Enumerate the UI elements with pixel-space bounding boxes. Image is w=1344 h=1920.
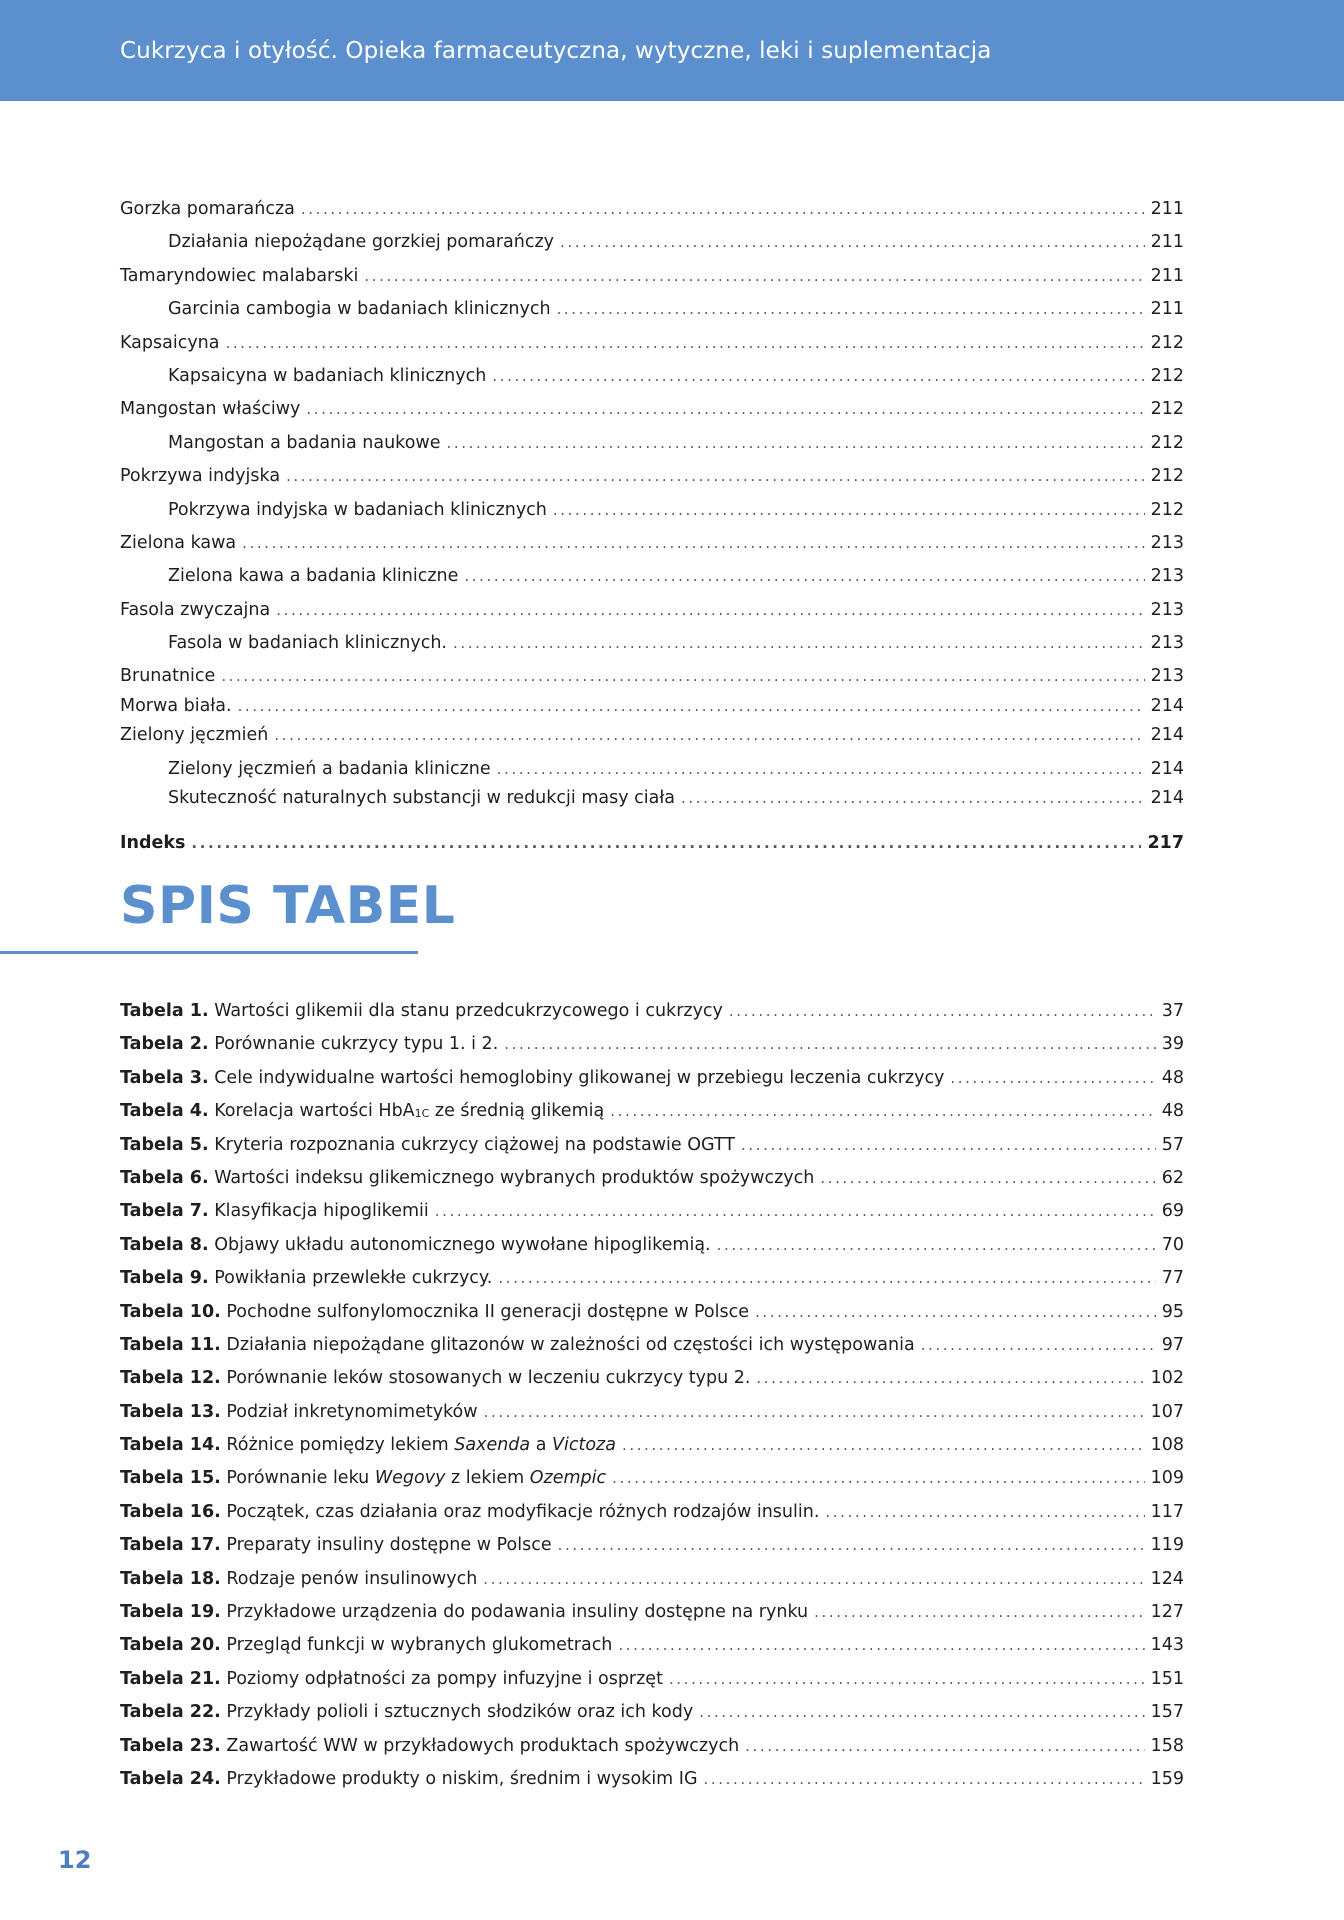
page-number: 12 <box>58 1846 92 1874</box>
toc-entry[interactable]: Gorzka pomarańcza ..... 211 <box>120 199 1184 232</box>
toc-subentry[interactable]: Mangostan a badania naukowe ..... 212 <box>120 433 1184 466</box>
leader-dots <box>498 1269 1155 1287</box>
leader-dots <box>745 1737 1144 1755</box>
leader-dots <box>553 501 1145 519</box>
leader-dots <box>610 1102 1156 1120</box>
table-entry[interactable]: Tabela 9. Powikłania przewlekłe cukrzycy. ..... 77 <box>120 1268 1184 1301</box>
toc-subentry[interactable]: Fasola w badaniach klinicznych. ..... 213 <box>120 633 1184 666</box>
leader-dots <box>221 667 1144 685</box>
leader-dots <box>286 467 1145 485</box>
leader-dots <box>306 400 1144 418</box>
table-entry[interactable]: Tabela 1. Wartości glikemii dla stanu przedcukrzycowego i cukrzycy ..... 37 <box>120 1001 1184 1034</box>
leader-dots <box>242 534 1144 552</box>
toc-entry-index[interactable]: Indeks ..... 217 <box>120 833 1184 866</box>
toc-subentry[interactable]: Zielona kawa a badania kliniczne ..... 213 <box>120 566 1184 599</box>
leader-dots <box>741 1136 1156 1154</box>
table-entry[interactable]: Tabela 15. Porównanie leku Wegovy z lekiem Ozempic ..... 109 <box>120 1468 1184 1501</box>
leader-dots <box>364 267 1144 285</box>
leader-dots <box>755 1303 1156 1321</box>
toc-entry[interactable]: Brunatnice ..... 213 <box>120 666 1184 696</box>
table-entry[interactable]: Tabela 7. Klasyfikacja hipoglikemii ..... 69 <box>120 1201 1184 1234</box>
leader-dots <box>276 601 1144 619</box>
table-entry[interactable]: Tabela 10. Pochodne sulfonylomocznika II generacji dostępne w Polsce ..... 95 <box>120 1302 1184 1335</box>
leader-dots <box>729 1002 1156 1020</box>
table-entry[interactable]: Tabela 23. Zawartość WW w przykładowych produktach spożywczych ..... 158 <box>120 1736 1184 1769</box>
table-entry[interactable]: Tabela 4. Korelacja wartości HbA1C ze średnią glikemią ..... 48 <box>120 1101 1184 1134</box>
running-header-band <box>0 0 1344 101</box>
running-header-title: Cukrzyca i otyłość. Opieka farmaceutyczna, wytyczne, leki i suplementacja <box>120 38 992 64</box>
table-entry[interactable]: Tabela 12. Porównanie leków stosowanych w leczeniu cukrzycy typu 2. ..... 102 <box>120 1368 1184 1401</box>
table-entry[interactable]: Tabela 20. Przegląd funkcji w wybranych glukometrach ..... 143 <box>120 1635 1184 1668</box>
table-entry[interactable]: Tabela 16. Początek, czas działania oraz modyfikacje różnych rodzajów insulin. ..... 117 <box>120 1502 1184 1535</box>
leader-dots <box>681 789 1145 807</box>
leader-dots <box>435 1202 1156 1220</box>
leader-dots <box>558 1536 1145 1554</box>
leader-dots <box>453 634 1145 652</box>
section-underline <box>0 951 418 954</box>
table-entry[interactable]: Tabela 2. Porównanie cukrzycy typu 1. i 2. ..... 39 <box>120 1034 1184 1067</box>
toc-subentry[interactable]: Zielony jęczmień a badania kliniczne ..... 214 <box>120 759 1184 789</box>
table-entry[interactable]: Tabela 6. Wartości indeksu glikemicznego wybranych produktów spożywczych ..... 62 <box>120 1168 1184 1201</box>
leader-dots <box>557 300 1145 318</box>
table-entry[interactable]: Tabela 3. Cele indywidualne wartości hemoglobiny glikowanej w przebiegu leczenia cukrzycy ..... 48 <box>120 1068 1184 1101</box>
table-entry[interactable]: Tabela 8. Objawy układu autonomicznego wywołane hipoglikemią. ..... 70 <box>120 1235 1184 1268</box>
leader-dots <box>274 726 1144 744</box>
leader-dots <box>814 1603 1144 1621</box>
leader-dots <box>950 1069 1155 1087</box>
leader-dots <box>618 1636 1144 1654</box>
toc-subentry[interactable]: Pokrzywa indyjska w badaniach klinicznych ..... 212 <box>120 500 1184 533</box>
leader-dots <box>483 1570 1144 1588</box>
table-entry[interactable]: Tabela 24. Przykładowe produkty o niskim, średnim i wysokim IG ..... 159 <box>120 1769 1184 1802</box>
leader-dots <box>717 1236 1156 1254</box>
leader-dots <box>669 1670 1145 1688</box>
table-entry[interactable]: Tabela 18. Rodzaje penów insulinowych ..... 124 <box>120 1569 1184 1602</box>
toc-subentry[interactable]: Skuteczność naturalnych substancji w redukcji masy ciała ..... 214 <box>120 788 1184 821</box>
leader-dots <box>446 434 1144 452</box>
table-entry[interactable]: Tabela 14. Różnice pomiędzy lekiem Saxenda a Victoza ..... 108 <box>120 1435 1184 1468</box>
leader-dots <box>226 334 1145 352</box>
leader-dots <box>825 1503 1144 1521</box>
leader-dots <box>464 567 1144 585</box>
leader-dots <box>704 1770 1145 1788</box>
leader-dots <box>756 1369 1144 1387</box>
toc-subentry[interactable]: Kapsaicyna w badaniach klinicznych ..... 212 <box>120 366 1184 399</box>
toc-entry[interactable]: Mangostan właściwy ..... 212 <box>120 399 1184 432</box>
leader-dots <box>301 200 1145 218</box>
leader-dots <box>820 1169 1155 1187</box>
leader-dots <box>191 834 1141 852</box>
toc-entry[interactable]: Zielony jęczmień ..... 214 <box>120 725 1184 758</box>
leader-dots <box>921 1336 1156 1354</box>
list-of-tables <box>120 1001 1184 1802</box>
leader-dots <box>238 697 1145 715</box>
table-entry[interactable]: Tabela 21. Poziomy odpłatności za pompy infuzyjne i osprzęt ..... 151 <box>120 1669 1184 1702</box>
toc-entry[interactable]: Morwa biała. ..... 214 <box>120 696 1184 726</box>
table-entry[interactable]: Tabela 22. Przykłady polioli i sztucznych słodzików oraz ich kody ..... 157 <box>120 1702 1184 1735</box>
leader-dots <box>484 1403 1145 1421</box>
leader-dots <box>504 1035 1155 1053</box>
toc-entry[interactable]: Zielona kawa ..... 213 <box>120 533 1184 566</box>
leader-dots <box>560 233 1145 251</box>
table-entry[interactable]: Tabela 5. Kryteria rozpoznania cukrzycy ciążowej na podstawie OGTT ..... 57 <box>120 1135 1184 1168</box>
section-heading: SPIS TABEL <box>120 876 456 936</box>
table-entry[interactable]: Tabela 17. Preparaty insuliny dostępne w Polsce ..... 119 <box>120 1535 1184 1568</box>
leader-dots <box>612 1469 1144 1487</box>
leader-dots <box>622 1436 1145 1454</box>
table-entry[interactable]: Tabela 11. Działania niepożądane glitazonów w zależności od częstości ich występowania ..... 97 <box>120 1335 1184 1368</box>
leader-dots <box>497 760 1145 778</box>
table-entry[interactable]: Tabela 13. Podział inkretynomimetyków ..... 107 <box>120 1402 1184 1435</box>
toc-entry[interactable]: Tamaryndowiec malabarski ..... 211 <box>120 266 1184 299</box>
toc-subentry[interactable]: Garcinia cambogia w badaniach klinicznych ..... 211 <box>120 299 1184 332</box>
toc-entry[interactable]: Fasola zwyczajna ..... 213 <box>120 600 1184 633</box>
table-of-contents <box>120 199 1184 822</box>
leader-dots <box>492 367 1144 385</box>
toc-entry[interactable]: Kapsaicyna ..... 212 <box>120 333 1184 366</box>
leader-dots <box>699 1703 1144 1721</box>
toc-subentry[interactable]: Działania niepożądane gorzkiej pomarańczy ..... 211 <box>120 232 1184 265</box>
toc-entry[interactable]: Pokrzywa indyjska ..... 212 <box>120 466 1184 499</box>
table-entry[interactable]: Tabela 19. Przykładowe urządzenia do podawania insuliny dostępne na rynku ..... 127 <box>120 1602 1184 1635</box>
